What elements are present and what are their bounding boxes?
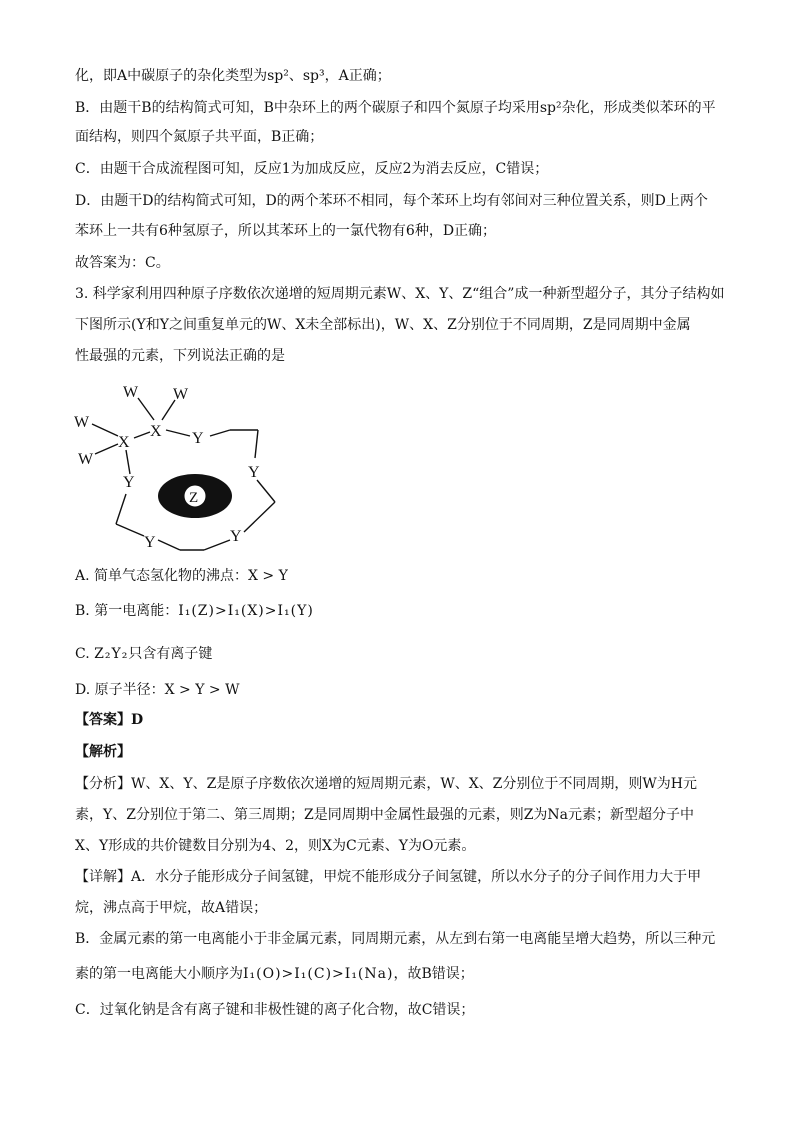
text-line: C．由题干合成流程图可知，反应1为加成反应，反应2为消去反应，C错误； <box>75 161 549 177</box>
option-a: A. 简单气态氢化物的沸点：X > Y <box>75 568 288 584</box>
supramolecule-diagram <box>70 378 300 558</box>
question-line: 下图所示(Y和Y之间重复单元的W、X未全部标出)，W、X、Z分别位于不同周期，Z是同周期中金属 <box>75 317 691 333</box>
atom-label-y: Y <box>248 464 260 481</box>
explanation-line: 烷，沸点高于甲烷，故A错误； <box>75 900 268 916</box>
atom-label-x: X <box>150 423 162 440</box>
text-line: 苯环上一共有6种氢原子，所以其苯环上的一氯代物有6种，D正确； <box>75 223 497 239</box>
option-b-formula: I₁(Z)>I₁(X)>I₁(Y) <box>178 603 314 619</box>
text-line: 化，即A中碳原子的杂化类型为sp²、sp³，A正确； <box>75 68 391 84</box>
explanation-line: 素，Y、Z分别位于第二、第三周期；Z是同周期中金属性最强的元素，则Z为Na元素；新型超分子中 <box>75 807 695 823</box>
option-b-prefix: B. 第一电离能： <box>75 603 179 619</box>
atom-label-x: X <box>118 434 130 451</box>
explanation-formula: I₁(O)>I₁(C)>I₁(Na) <box>243 966 394 982</box>
option-b <box>75 601 725 621</box>
explanation-line <box>75 964 725 984</box>
explanation-suffix: ，故B错误； <box>393 966 474 982</box>
option-c <box>75 644 725 664</box>
explanation-line: B．金属元素的第一电离能小于非金属元素，同周期元素，从左到右第一电离能呈增大趋势，所以三种元 <box>75 931 716 947</box>
text-line: B．由题干B的结构简式可知，B中杂环上的两个碳原子和四个氮原子均采用sp²杂化，形成类似苯环的平 <box>75 100 716 116</box>
answer-label: 【答案】D <box>75 712 144 728</box>
question-line: 3. 科学家利用四种原子序数依次递增的短周期元素W、X、Y、Z“组合”成一种新型超分子，其分子结构如 <box>75 286 725 302</box>
atom-label-w: W <box>74 414 90 431</box>
atom-label-y: Y <box>192 430 204 447</box>
option-d: D. 原子半径：X > Y > W <box>75 682 240 698</box>
atom-label-y: Y <box>230 528 242 545</box>
atom-label-w: W <box>123 384 139 401</box>
atom-label-w: W <box>173 386 189 403</box>
atom-label-y: Y <box>123 474 135 491</box>
option-c-suffix: 只含有离子键 <box>128 646 213 662</box>
atom-label-y: Y <box>144 534 156 551</box>
explanation-line: X、Y形成的共价键数目分别为4、2，则X为C元素、Y为O元素。 <box>75 838 476 854</box>
text-line: 故答案为：C。 <box>75 255 170 271</box>
text-line: D．由题干D的结构简式可知，D的两个苯环不相同，每个苯环上均有邻间对三种位置关系，则D上两个 <box>75 193 708 209</box>
explanation-line: 【分析】W、X、Y、Z是原子序数依次递增的短周期元素，W、X、Z分别位于不同周期，则W为H元 <box>75 776 698 792</box>
explanation-line: C．过氧化钠是含有离子键和非极性键的离子化合物，故C错误； <box>75 1002 475 1018</box>
option-c-formula: Z₂Y₂ <box>94 646 129 662</box>
text-line: 面结构，则四个氮原子共平面，B正确； <box>75 129 324 145</box>
explanation-prefix: 素的第一电离能大小顺序为 <box>75 966 243 982</box>
question-line: 性最强的元素，下列说法正确的是 <box>75 348 285 364</box>
atom-label-z: Z <box>189 490 199 506</box>
atom-label-w: W <box>78 451 94 468</box>
option-c-prefix: C. <box>75 646 95 662</box>
analysis-label: 【解析】 <box>75 744 131 760</box>
explanation-line: 【详解】A．水分子能形成分子间氢键，甲烷不能形成分子间氢键，所以水分子的分子间作用力大于甲 <box>75 869 702 885</box>
